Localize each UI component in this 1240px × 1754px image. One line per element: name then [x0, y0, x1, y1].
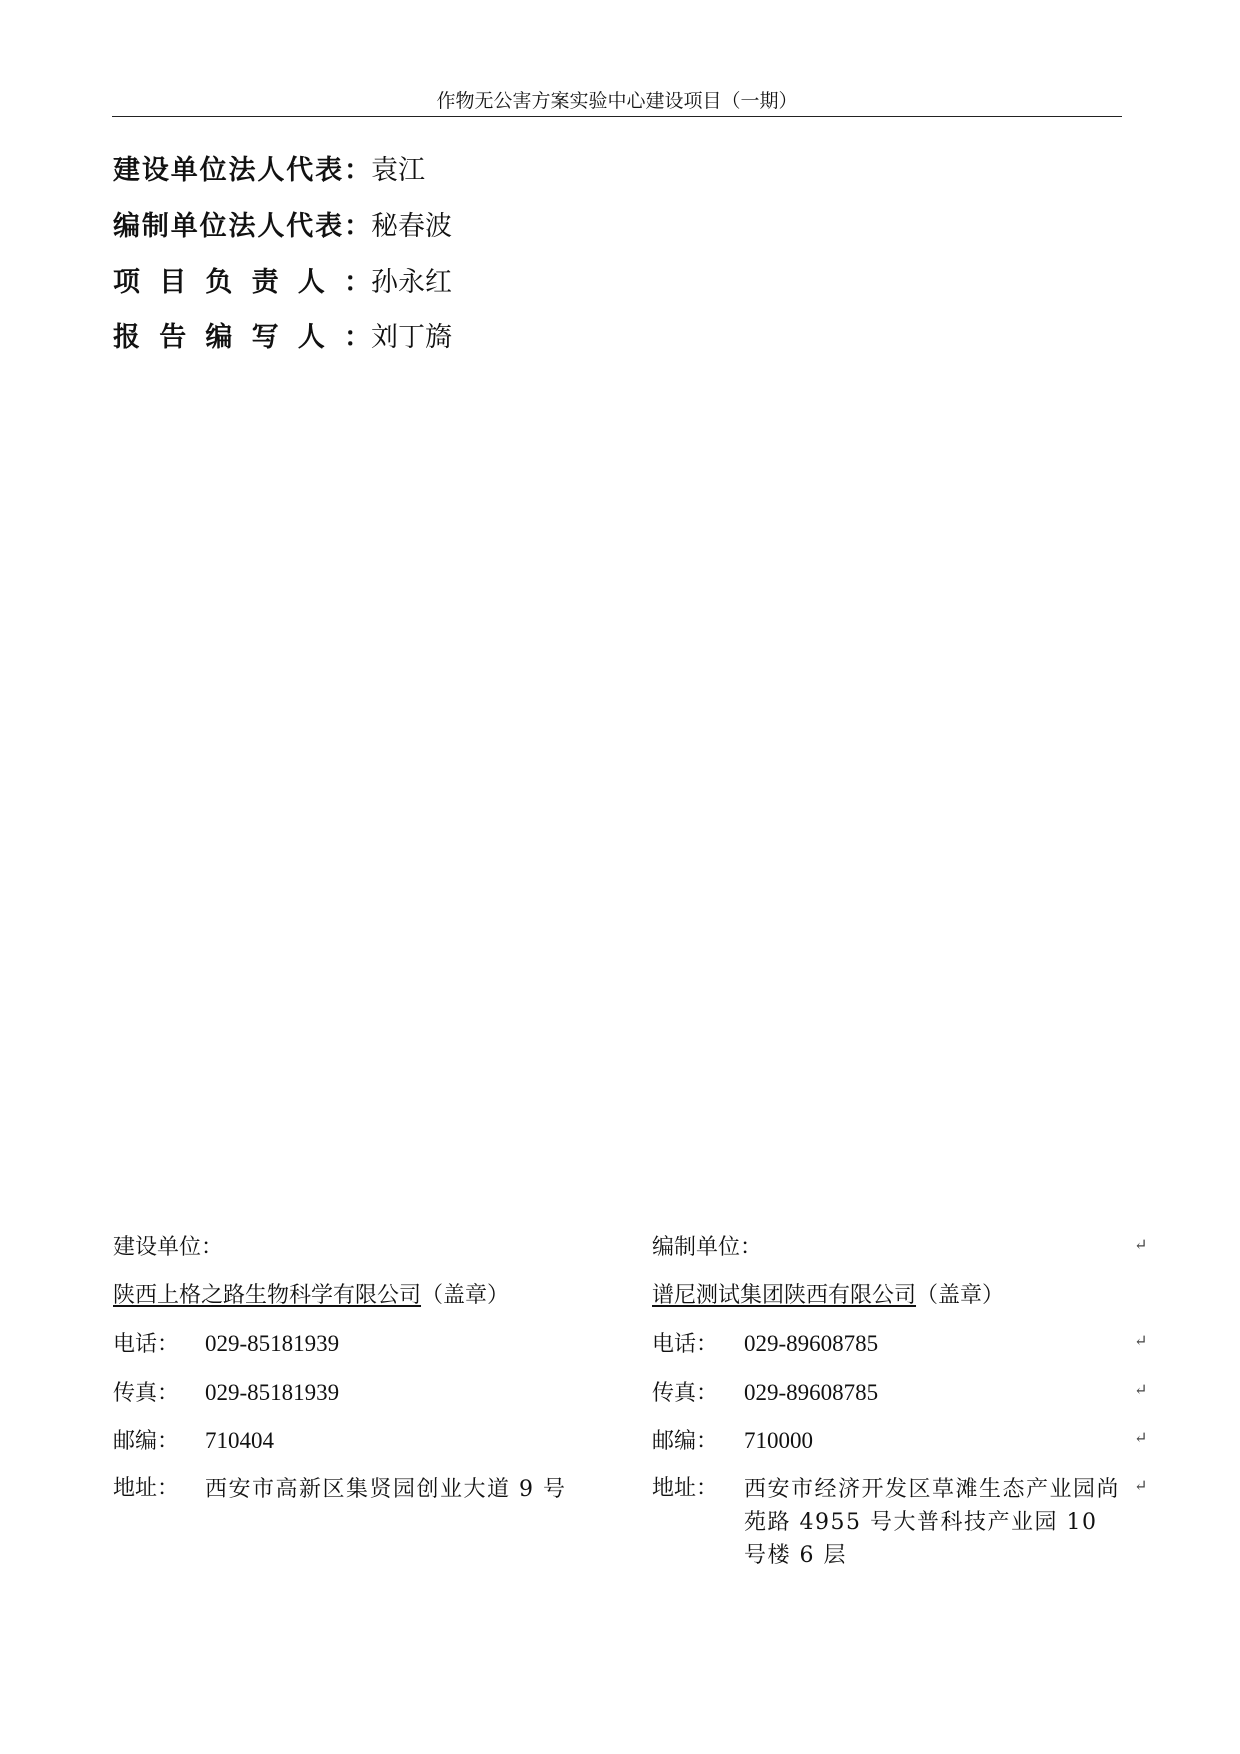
fax-label: 传真：	[652, 1381, 719, 1406]
compiler-phone: 029-89608785	[744, 1331, 879, 1356]
compiler-company-line	[652, 1280, 1004, 1312]
signatory-value: 刘丁旖	[371, 322, 452, 353]
paragraph-mark-icon: ↵	[1134, 1235, 1148, 1254]
signatory-label: 项目负责人：	[113, 267, 371, 298]
builder-fax: 029-85181939	[205, 1380, 340, 1405]
signatory-value: 孙永红	[371, 267, 452, 298]
compiler-phone-line	[652, 1328, 878, 1361]
postcode-label: 邮编：	[113, 1429, 180, 1454]
compiler-fax-line	[652, 1377, 878, 1410]
compiler-address-label: 地址：	[652, 1476, 719, 1501]
seal-note: （盖章）	[916, 1283, 1005, 1308]
builder-heading: 建设单位：	[113, 1235, 224, 1260]
fax-label: 传真：	[113, 1381, 180, 1406]
builder-address: 西安市高新区集贤园创业大道 9 号	[205, 1477, 567, 1502]
signatory-value: 袁江	[371, 155, 425, 186]
postcode-label: 邮编：	[652, 1429, 719, 1454]
signatory-compiler-rep	[113, 209, 452, 245]
project-title: 作物无公害方案实验中心建设项目（一期）	[436, 90, 798, 112]
compiler-heading: 编制单位：	[652, 1235, 763, 1260]
paragraph-mark-icon: ↵	[1134, 1380, 1148, 1399]
builder-company-line	[113, 1280, 509, 1312]
signatory-value: 秘春波	[371, 211, 452, 242]
builder-postcode-line	[113, 1425, 274, 1458]
signatory-builder-rep	[113, 153, 425, 189]
paragraph-mark-icon: ↵	[1134, 1331, 1148, 1350]
seal-note: （盖章）	[421, 1283, 510, 1308]
paragraph-mark-icon: ↵	[1134, 1428, 1148, 1447]
signatory-label: 报告编写人：	[113, 322, 371, 353]
signatory-project-lead	[113, 265, 452, 301]
builder-phone: 029-85181939	[205, 1331, 340, 1356]
builder-address-label: 地址：	[113, 1476, 180, 1501]
page-header	[112, 86, 1122, 117]
builder-phone-line	[113, 1328, 339, 1361]
compiler-company: 谱尼测试集团陕西有限公司	[652, 1283, 917, 1308]
phone-label: 电话：	[113, 1332, 180, 1357]
compiler-info	[652, 1232, 1132, 1572]
compiler-postcode: 710000	[744, 1428, 813, 1453]
paragraph-mark-icon: ↵	[1134, 1476, 1148, 1495]
compiler-postcode-line	[652, 1425, 813, 1458]
builder-info	[113, 1232, 633, 1572]
builder-fax-line	[113, 1377, 339, 1410]
signatory-report-writer	[113, 320, 452, 356]
compiler-address: 西安市经济开发区草滩生态产业园尚苑路 4955 号大普科技产业园 10 号楼 6 层	[744, 1477, 1121, 1568]
signatory-label: 编制单位法人代表：	[113, 211, 371, 242]
signatory-label: 建设单位法人代表：	[113, 155, 371, 186]
builder-company: 陕西上格之路生物科学有限公司	[113, 1283, 422, 1308]
phone-label: 电话：	[652, 1332, 719, 1357]
compiler-fax: 029-89608785	[744, 1380, 879, 1405]
builder-postcode: 710404	[205, 1428, 274, 1453]
